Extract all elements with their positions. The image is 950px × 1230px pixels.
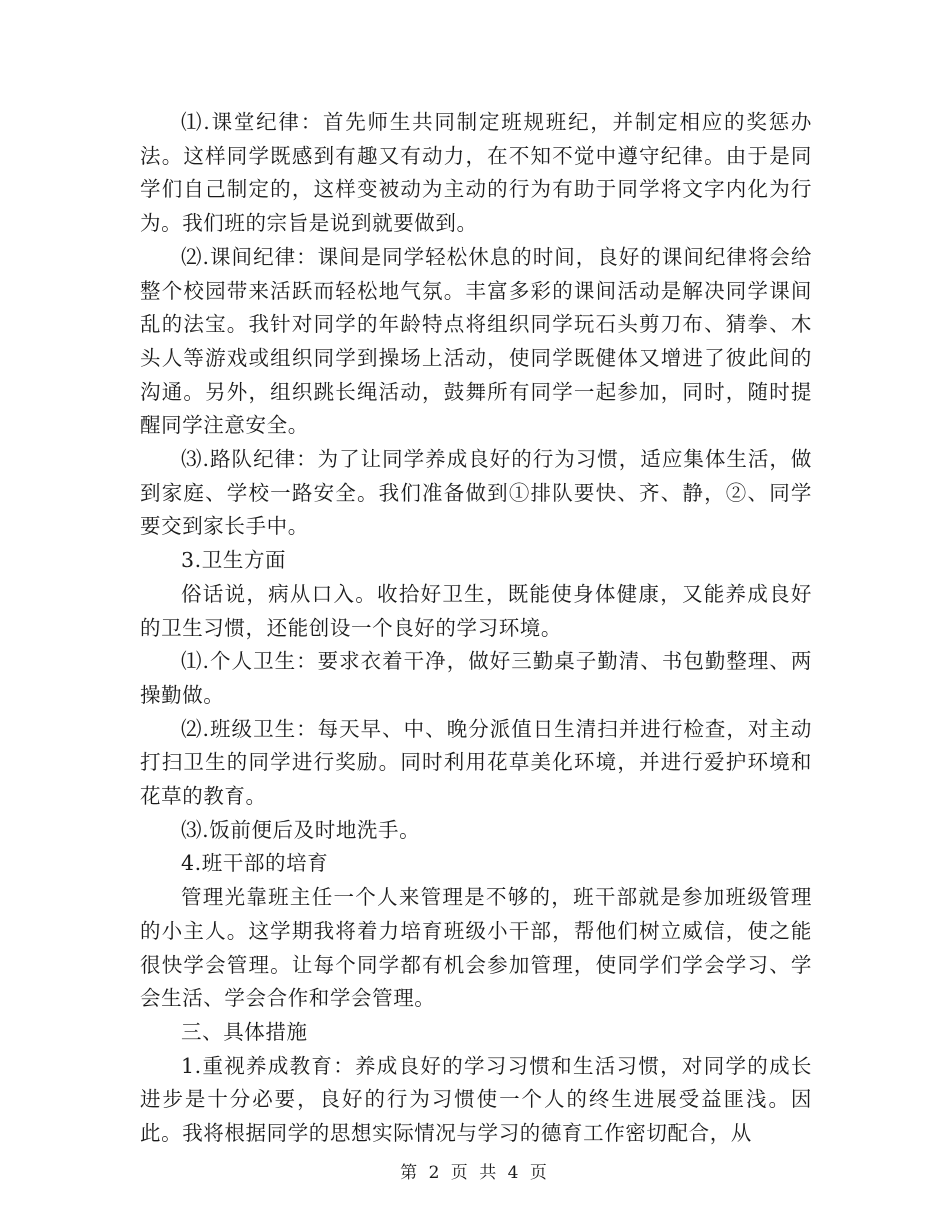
- section-heading-hygiene: 3.卫生方面: [181, 548, 287, 573]
- paragraph-personal-hygiene: ⑴.个人卫生：要求衣着干净，做好三勤桌子勤清、书包勤整理、两操勤做。: [140, 649, 812, 707]
- section-heading-class-cadre: 4.班干部的培育: [181, 851, 329, 876]
- document-body: [140, 106, 812, 1151]
- paragraph-hygiene-intro: 俗话说，病从口入。收拾好卫生，既能使身体健康，又能养成良好的卫生习惯，还能创设一个良好的学习环境。: [140, 581, 812, 640]
- page-number-footer: 第 2 页 共 4 页: [400, 1163, 550, 1183]
- paragraph-classroom-discipline: ⑴.课堂纪律：首先师生共同制定班规班纪，并制定相应的奖惩办法。这样同学既感到有趣又有动力，在不知不觉中遵守纪律。由于是同学们自己制定的，这样变被动为主动的行为有助于同学将文字内化为行为。我们班的宗旨是说到就要做到。: [140, 110, 812, 236]
- paragraph-class-hygiene: ⑵.班级卫生：每天早、中、晚分派值日生清扫并进行检查，对主动打扫卫生的同学进行奖励。同时利用花草美化环境，并进行爱护环境和花草的教育。: [140, 716, 812, 809]
- paragraph-class-cadre: 管理光靠班主任一个人来管理是不够的，班干部就是参加班级管理的小主人。这学期我将着力培育班级小干部，帮他们树立威信，使之能很快学会管理。让每个同学都有机会参加管理，使同学们学会学习、学会生活、学会合作和学会管理。: [140, 885, 812, 1011]
- paragraph-recess-discipline: ⑵.课间纪律：课间是同学轻松休息的时间，良好的课间纪律将会给整个校园带来活跃而轻松地气氛。丰富多彩的课间活动是解决同学课间乱的法宝。我针对同学的年龄特点将组织同学玩石头剪刀布、猜拳、木头人等游戏或组织同学到操场上活动，使同学既健体又增进了彼此间的沟通。另外，组织跳长绳活动，鼓舞所有同学一起参加，同时，随时提醒同学注意安全。: [140, 244, 812, 438]
- paragraph-habit-education: 1.重视养成教育：养成良好的学习习惯和生活习惯，对同学的成长进步是十分必要，良好的行为习惯使一个人的终生进展受益匪浅。因此。我将根据同学的思想实际情况与学习的德育工作密切配合，从: [140, 1053, 812, 1146]
- paragraph-handwashing: ⑶.饭前便后及时地洗手。: [181, 817, 421, 842]
- section-heading-measures: 三、具体措施: [181, 1019, 308, 1044]
- paragraph-queue-discipline: ⑶.路队纪律：为了让同学养成良好的行为习惯，适应集体生活，做到家庭、学校一路安全。我们准备做到①排队要快、齐、静，②、同学要交到家长手中。: [140, 447, 812, 539]
